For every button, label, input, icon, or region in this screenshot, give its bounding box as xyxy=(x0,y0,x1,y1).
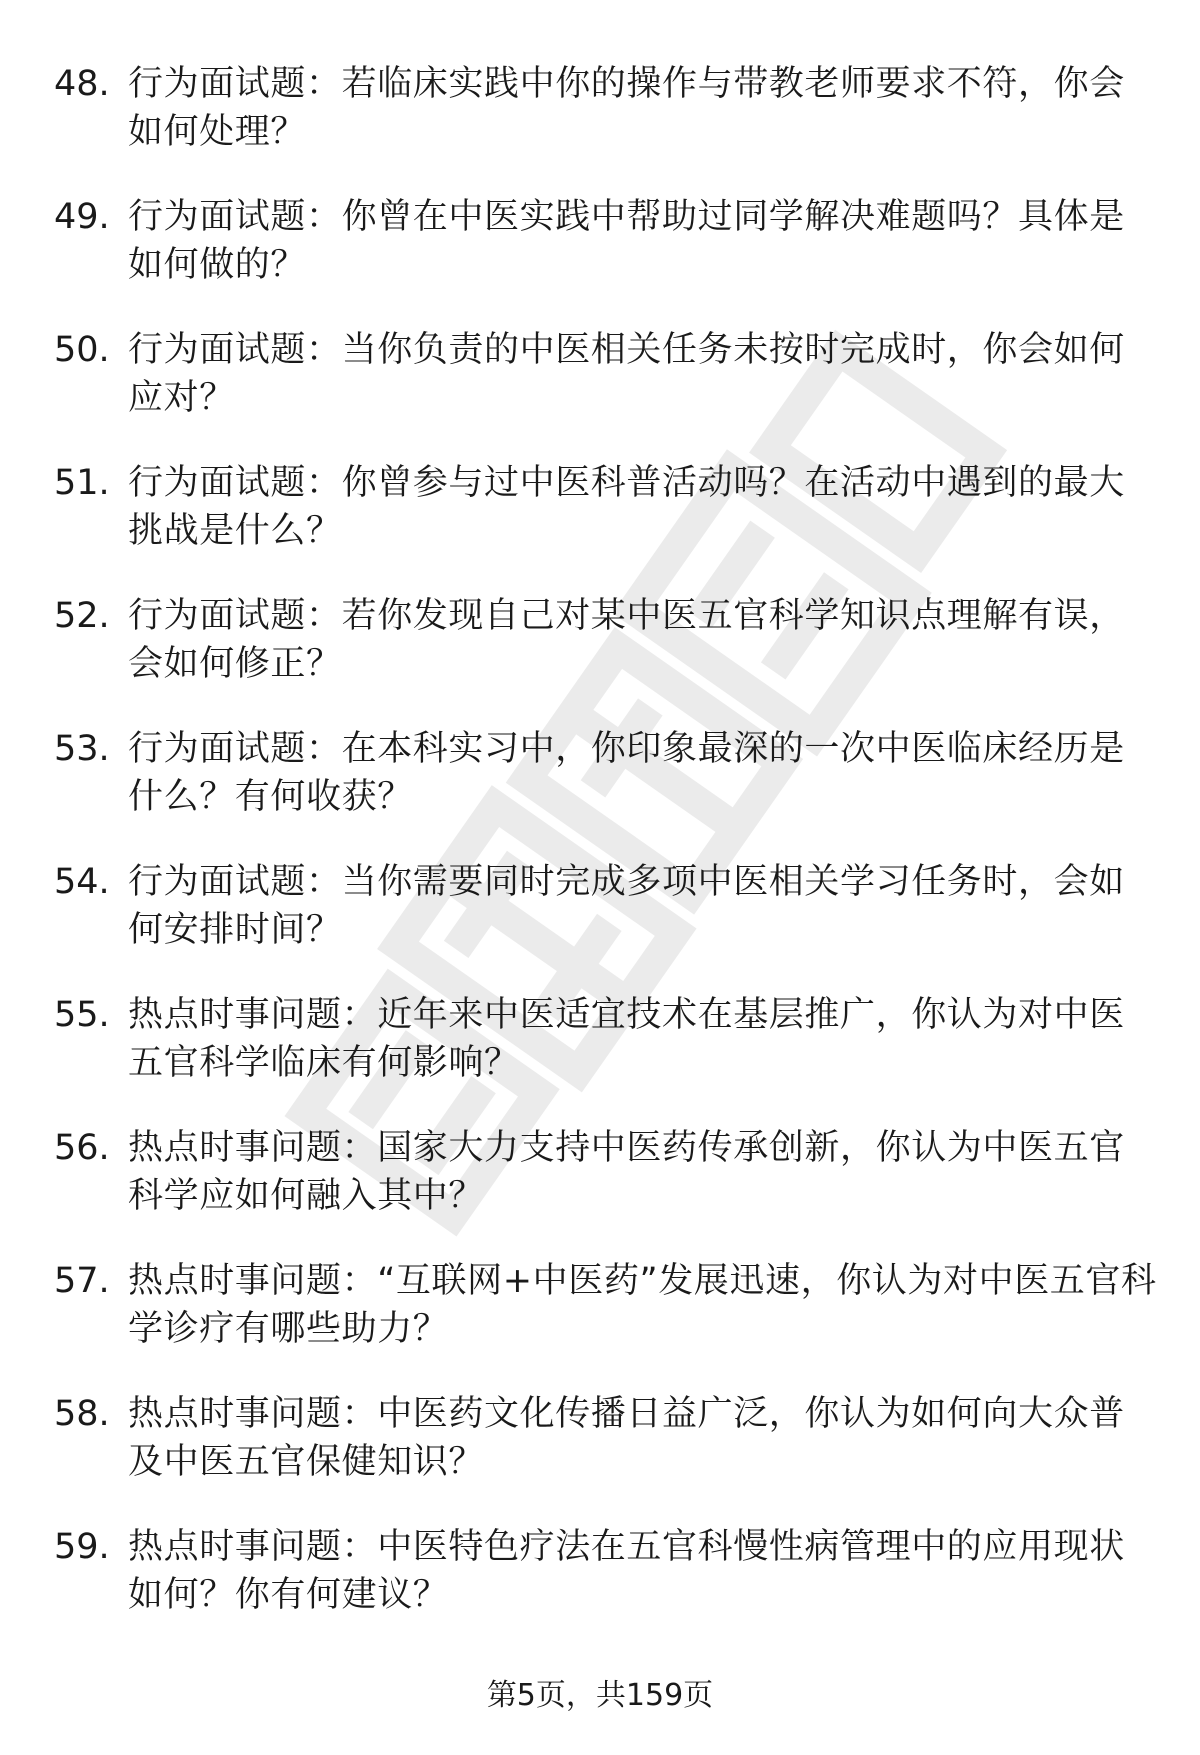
question-item xyxy=(0,858,1200,991)
question-text: 行为面试题：当你负责的中医相关任务未按时完成时，你会如何应对？ xyxy=(128,330,1125,418)
question-item xyxy=(0,193,1200,326)
question-item xyxy=(0,1390,1200,1523)
page-number: 第5页，共159页 xyxy=(486,1678,714,1713)
question-item xyxy=(0,1523,1200,1656)
question-number: 55. xyxy=(54,995,110,1035)
question-text: 行为面试题：若你发现自己对某中医五官科学知识点理解有误，会如何修正？ xyxy=(128,596,1125,684)
question-number: 50. xyxy=(54,330,110,370)
question-text: 热点时事问题：国家大力支持中医药传承创新，你认为中医五官科学应如何融入其中？ xyxy=(128,1128,1125,1216)
question-list xyxy=(0,60,1200,1656)
question-item xyxy=(0,1124,1200,1257)
question-text: 热点时事问题：中医药文化传播日益广泛，你认为如何向大众普及中医五官保健知识？ xyxy=(128,1394,1125,1482)
question-text: 行为面试题：在本科实习中，你印象最深的一次中医临床经历是什么？有何收获？ xyxy=(128,729,1125,817)
question-item xyxy=(0,326,1200,459)
question-number: 59. xyxy=(54,1527,110,1567)
question-number: 52. xyxy=(54,596,110,636)
question-item xyxy=(0,991,1200,1124)
question-text: 行为面试题：若临床实践中你的操作与带教老师要求不符，你会如何处理？ xyxy=(128,64,1125,152)
question-text: 行为面试题：你曾参与过中医科普活动吗？在活动中遇到的最大挑战是什么？ xyxy=(128,463,1125,551)
question-text: 热点时事问题：近年来中医适宜技术在基层推广，你认为对中医五官科学临床有何影响？ xyxy=(128,995,1125,1083)
question-item xyxy=(0,592,1200,725)
question-number: 49. xyxy=(54,197,110,237)
question-text: 行为面试题：当你需要同时完成多项中医相关学习任务时，会如何安排时间？ xyxy=(128,862,1125,950)
question-text: 热点时事问题：“互联网+中医药”发展迅速，你认为对中医五官科学诊疗有哪些助力？ xyxy=(128,1261,1157,1349)
question-number: 51. xyxy=(54,463,110,503)
question-number: 53. xyxy=(54,729,110,769)
question-item xyxy=(0,725,1200,858)
question-number: 57. xyxy=(54,1261,110,1301)
question-number: 54. xyxy=(54,862,110,902)
question-text: 热点时事问题：中医特色疗法在五官科慢性病管理中的应用现状如何？你有何建议？ xyxy=(128,1527,1125,1615)
question-text: 行为面试题：你曾在中医实践中帮助过同学解决难题吗？具体是如何做的？ xyxy=(128,197,1125,285)
question-number: 56. xyxy=(54,1128,110,1168)
question-number: 58. xyxy=(54,1394,110,1434)
question-item xyxy=(0,1257,1200,1390)
question-item xyxy=(0,459,1200,592)
question-number: 48. xyxy=(54,64,110,104)
question-item xyxy=(0,60,1200,193)
